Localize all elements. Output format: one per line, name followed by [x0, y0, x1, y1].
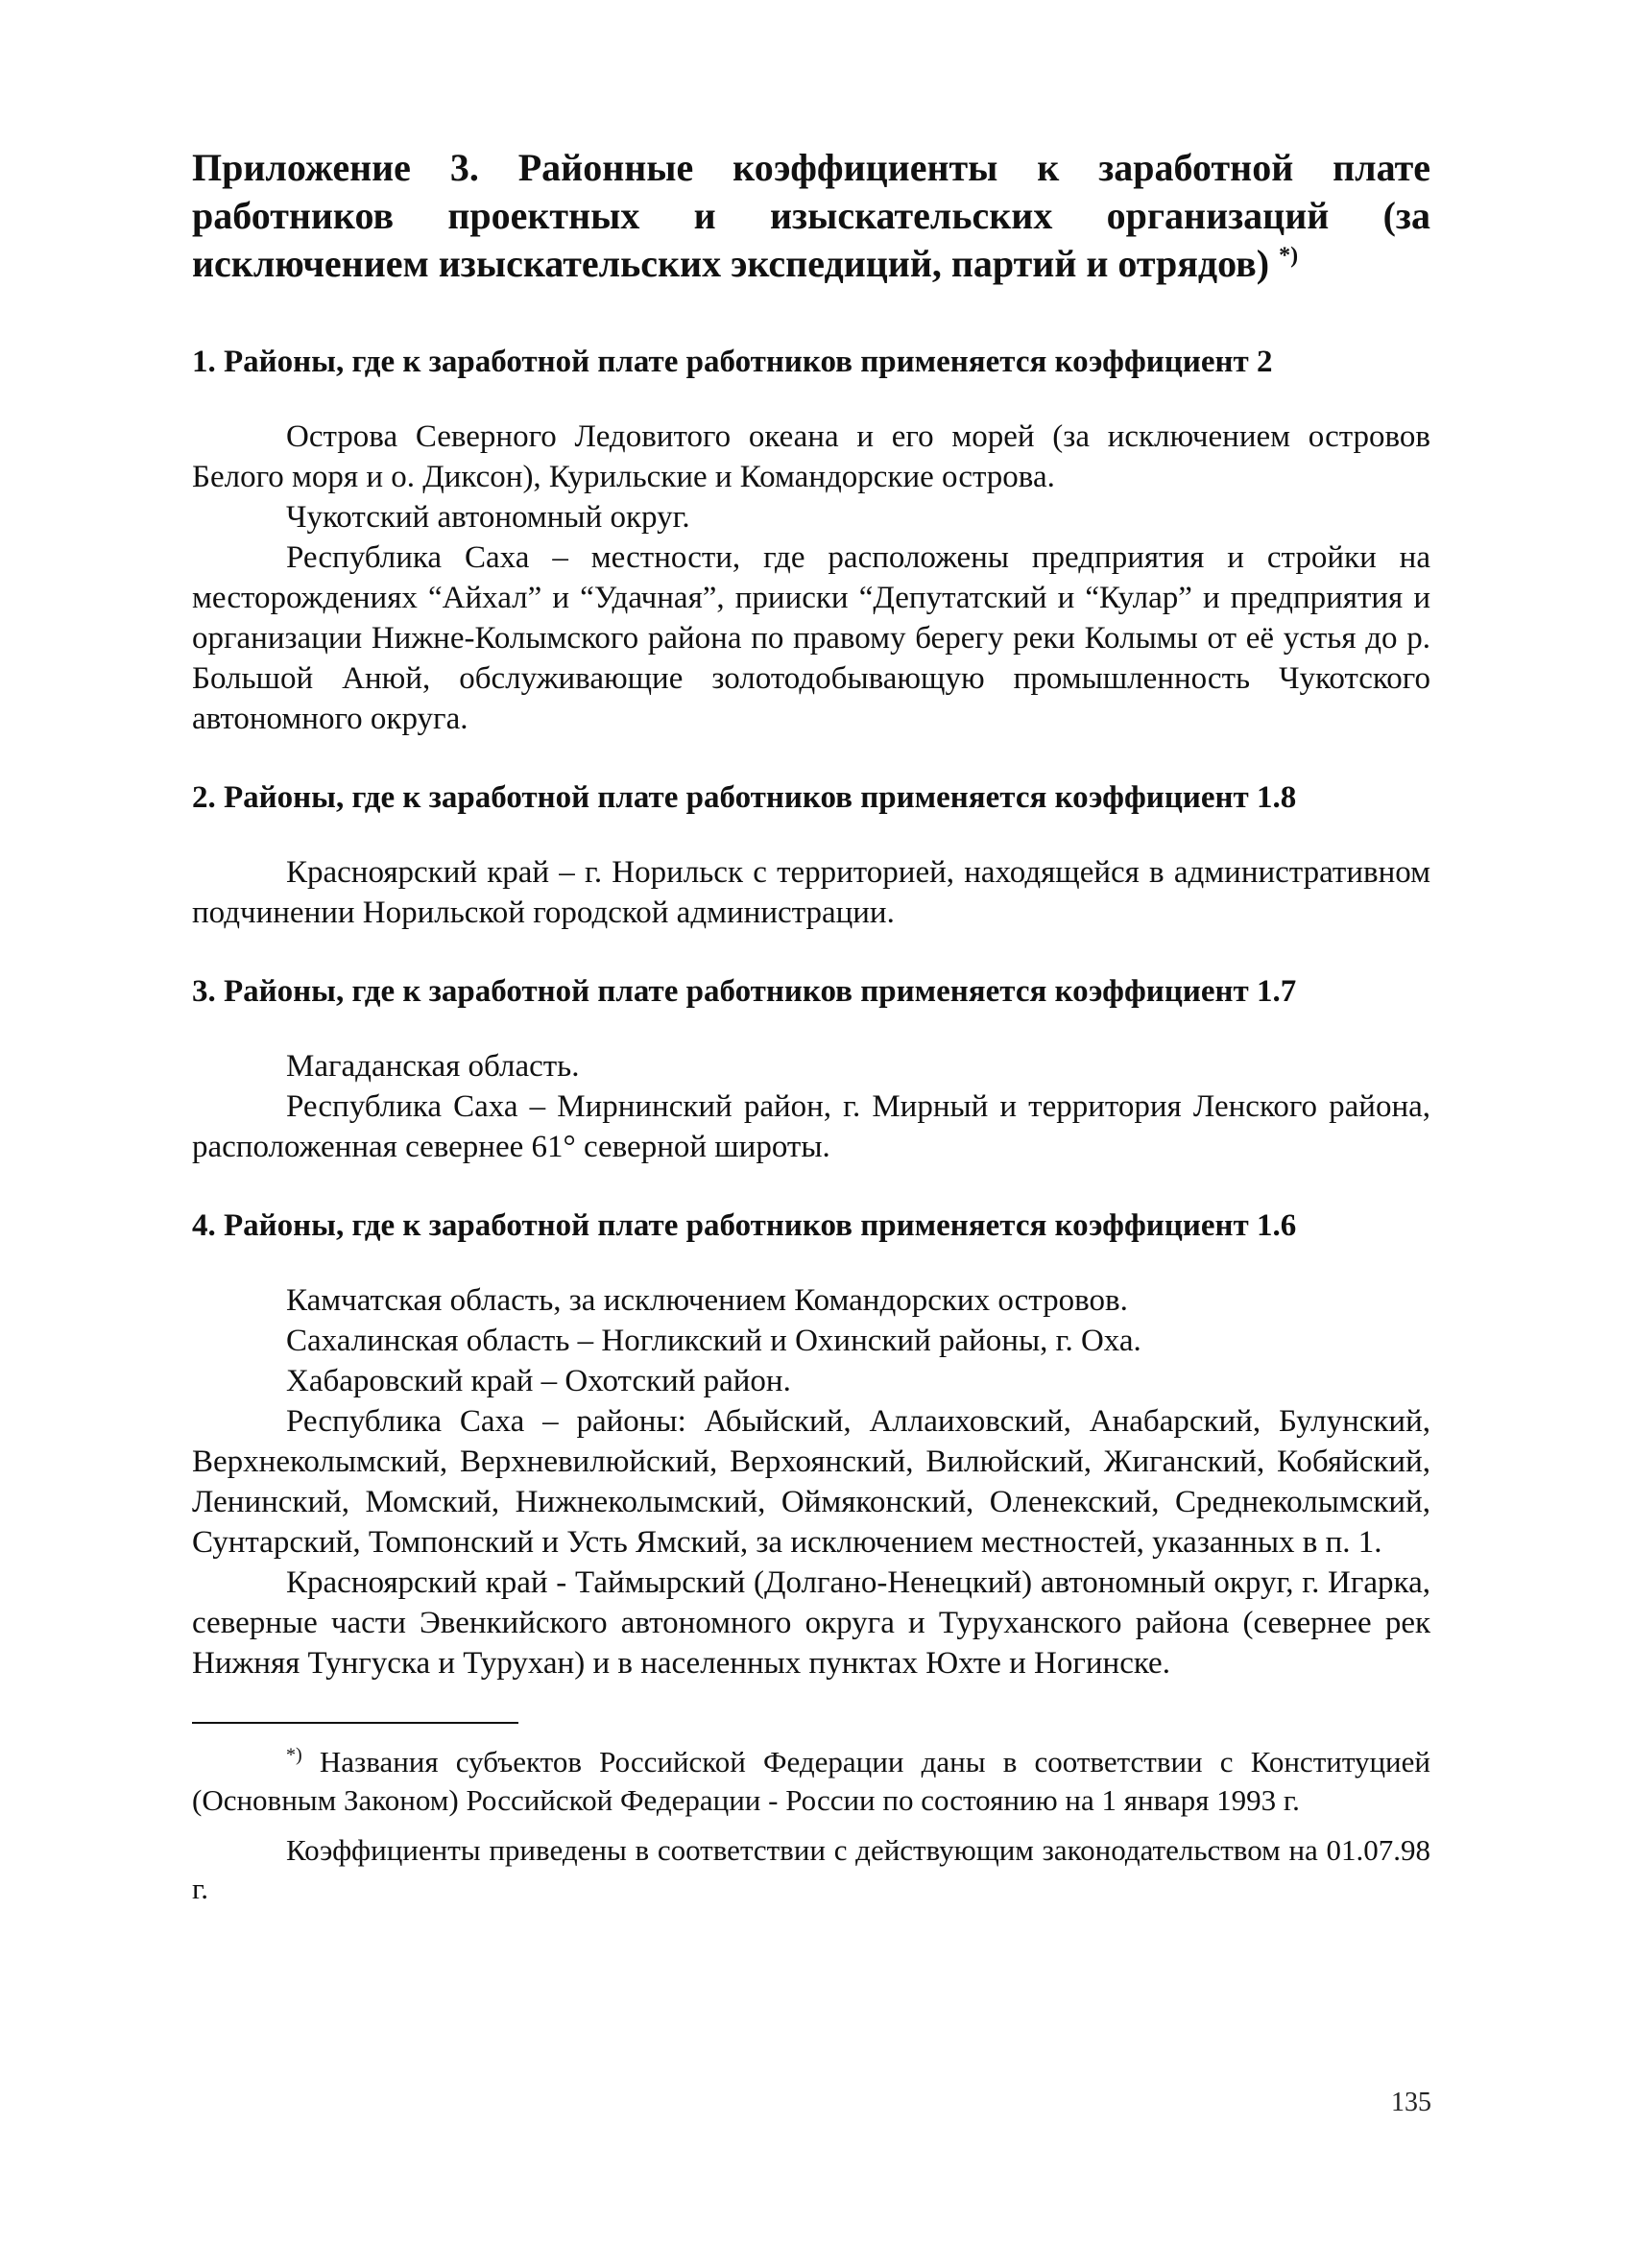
section-1-paragraph-2: Чукотский автономный округ.	[286, 500, 690, 535]
section-4	[192, 1206, 1430, 1683]
section-3	[192, 971, 1430, 1167]
document-page	[192, 144, 1430, 1920]
section-3-heading: 3. Районы, где к заработной плате работников применяется коэффициент 1.7	[192, 974, 1297, 1009]
footnote-1	[192, 1743, 1430, 1820]
section-2	[192, 777, 1430, 933]
section-2-heading: 2. Районы, где к заработной плате работников применяется коэффициент 1.8	[192, 780, 1297, 815]
footnote-divider	[192, 1722, 518, 1724]
section-3-paragraph-1: Магаданская область.	[286, 1049, 580, 1084]
section-1-paragraph-1: Острова Северного Ледовитого океана и его морей (за исключением островов Белого моря и о. Диксон), Курильские и Командорские острова.	[192, 419, 1430, 494]
document-title-text: Приложение 3. Районные коэффициенты к заработной плате работников проектных и изыскательских организаций (за исключением изыскательских экспедиций, партий и отрядов)	[192, 146, 1430, 285]
section-4-paragraph-4: Республика Саха – районы: Абыйский, Аллаиховский, Анабарский, Булунский, Верхнеколымский, Верхневилюйский, Верхоянский, Вилюйский, Жиганский, Кобяйский, Ленинский, Момский, Нижнеколымский, Оймяконский, Оленекский, Среднеколымский, Сунтарский, Томпонский и Усть Ямский, за исключением местностей, указанных в п. 1.	[192, 1404, 1430, 1560]
section-1	[192, 342, 1430, 739]
section-1-paragraph-3: Республика Саха – местности, где расположены предприятия и стройки на месторождениях “Айхал” и “Удачная”, прииски “Депутатский и “Кулар” и предприятия и организации Нижне-Колымского района по правому берегу реки Колымы от её устья до р. Большой Анюй, обслуживающие золотодобывающую промышленность Чукотского автономного округа.	[192, 540, 1430, 736]
section-2-paragraph-1: Красноярский край – г. Норильск с территорией, находящейся в административном подчинении Норильской городской администрации.	[192, 855, 1430, 930]
footnote-1-text: Названия субъектов Российской Федерации даны в соответствии с Конституцией (Основным Законом) Российской Федерации - России по состоянию на 1 января 1993 г.	[192, 1745, 1431, 1817]
section-1-heading: 1. Районы, где к заработной плате работников применяется коэффициент 2	[192, 345, 1273, 379]
footnote-2: Коэффициенты приведены в соответствии с действующим законодательством на 01.07.98 г.	[192, 1833, 1430, 1905]
section-4-heading: 4. Районы, где к заработной плате работников применяется коэффициент 1.6	[192, 1208, 1297, 1243]
title-footnote-mark: *)	[1279, 243, 1299, 269]
section-4-paragraph-2: Сахалинская область – Ногликский и Охинский районы, г. Оха.	[286, 1324, 1141, 1358]
section-4-paragraph-1: Камчатская область, за исключением Командорских островов.	[286, 1283, 1128, 1318]
page-number: 135	[1391, 2088, 1431, 2117]
section-4-paragraph-5: Красноярский край - Таймырский (Долгано-Ненецкий) автономный округ, г. Игарка, северные части Эвенкийского автономного округа и Туруханского района (севернее рек Нижняя Тунгуска и Турухан) и в населенных пунктах Юхте и Ногинске.	[192, 1565, 1430, 1681]
document-title	[192, 144, 1430, 288]
footnote-mark: *)	[286, 1744, 302, 1766]
section-4-paragraph-3: Хабаровский край – Охотский район.	[286, 1364, 791, 1398]
section-3-paragraph-2: Республика Саха – Мирнинский район, г. Мирный и территория Ленского района, расположенная севернее 61° северной широты.	[192, 1089, 1430, 1164]
